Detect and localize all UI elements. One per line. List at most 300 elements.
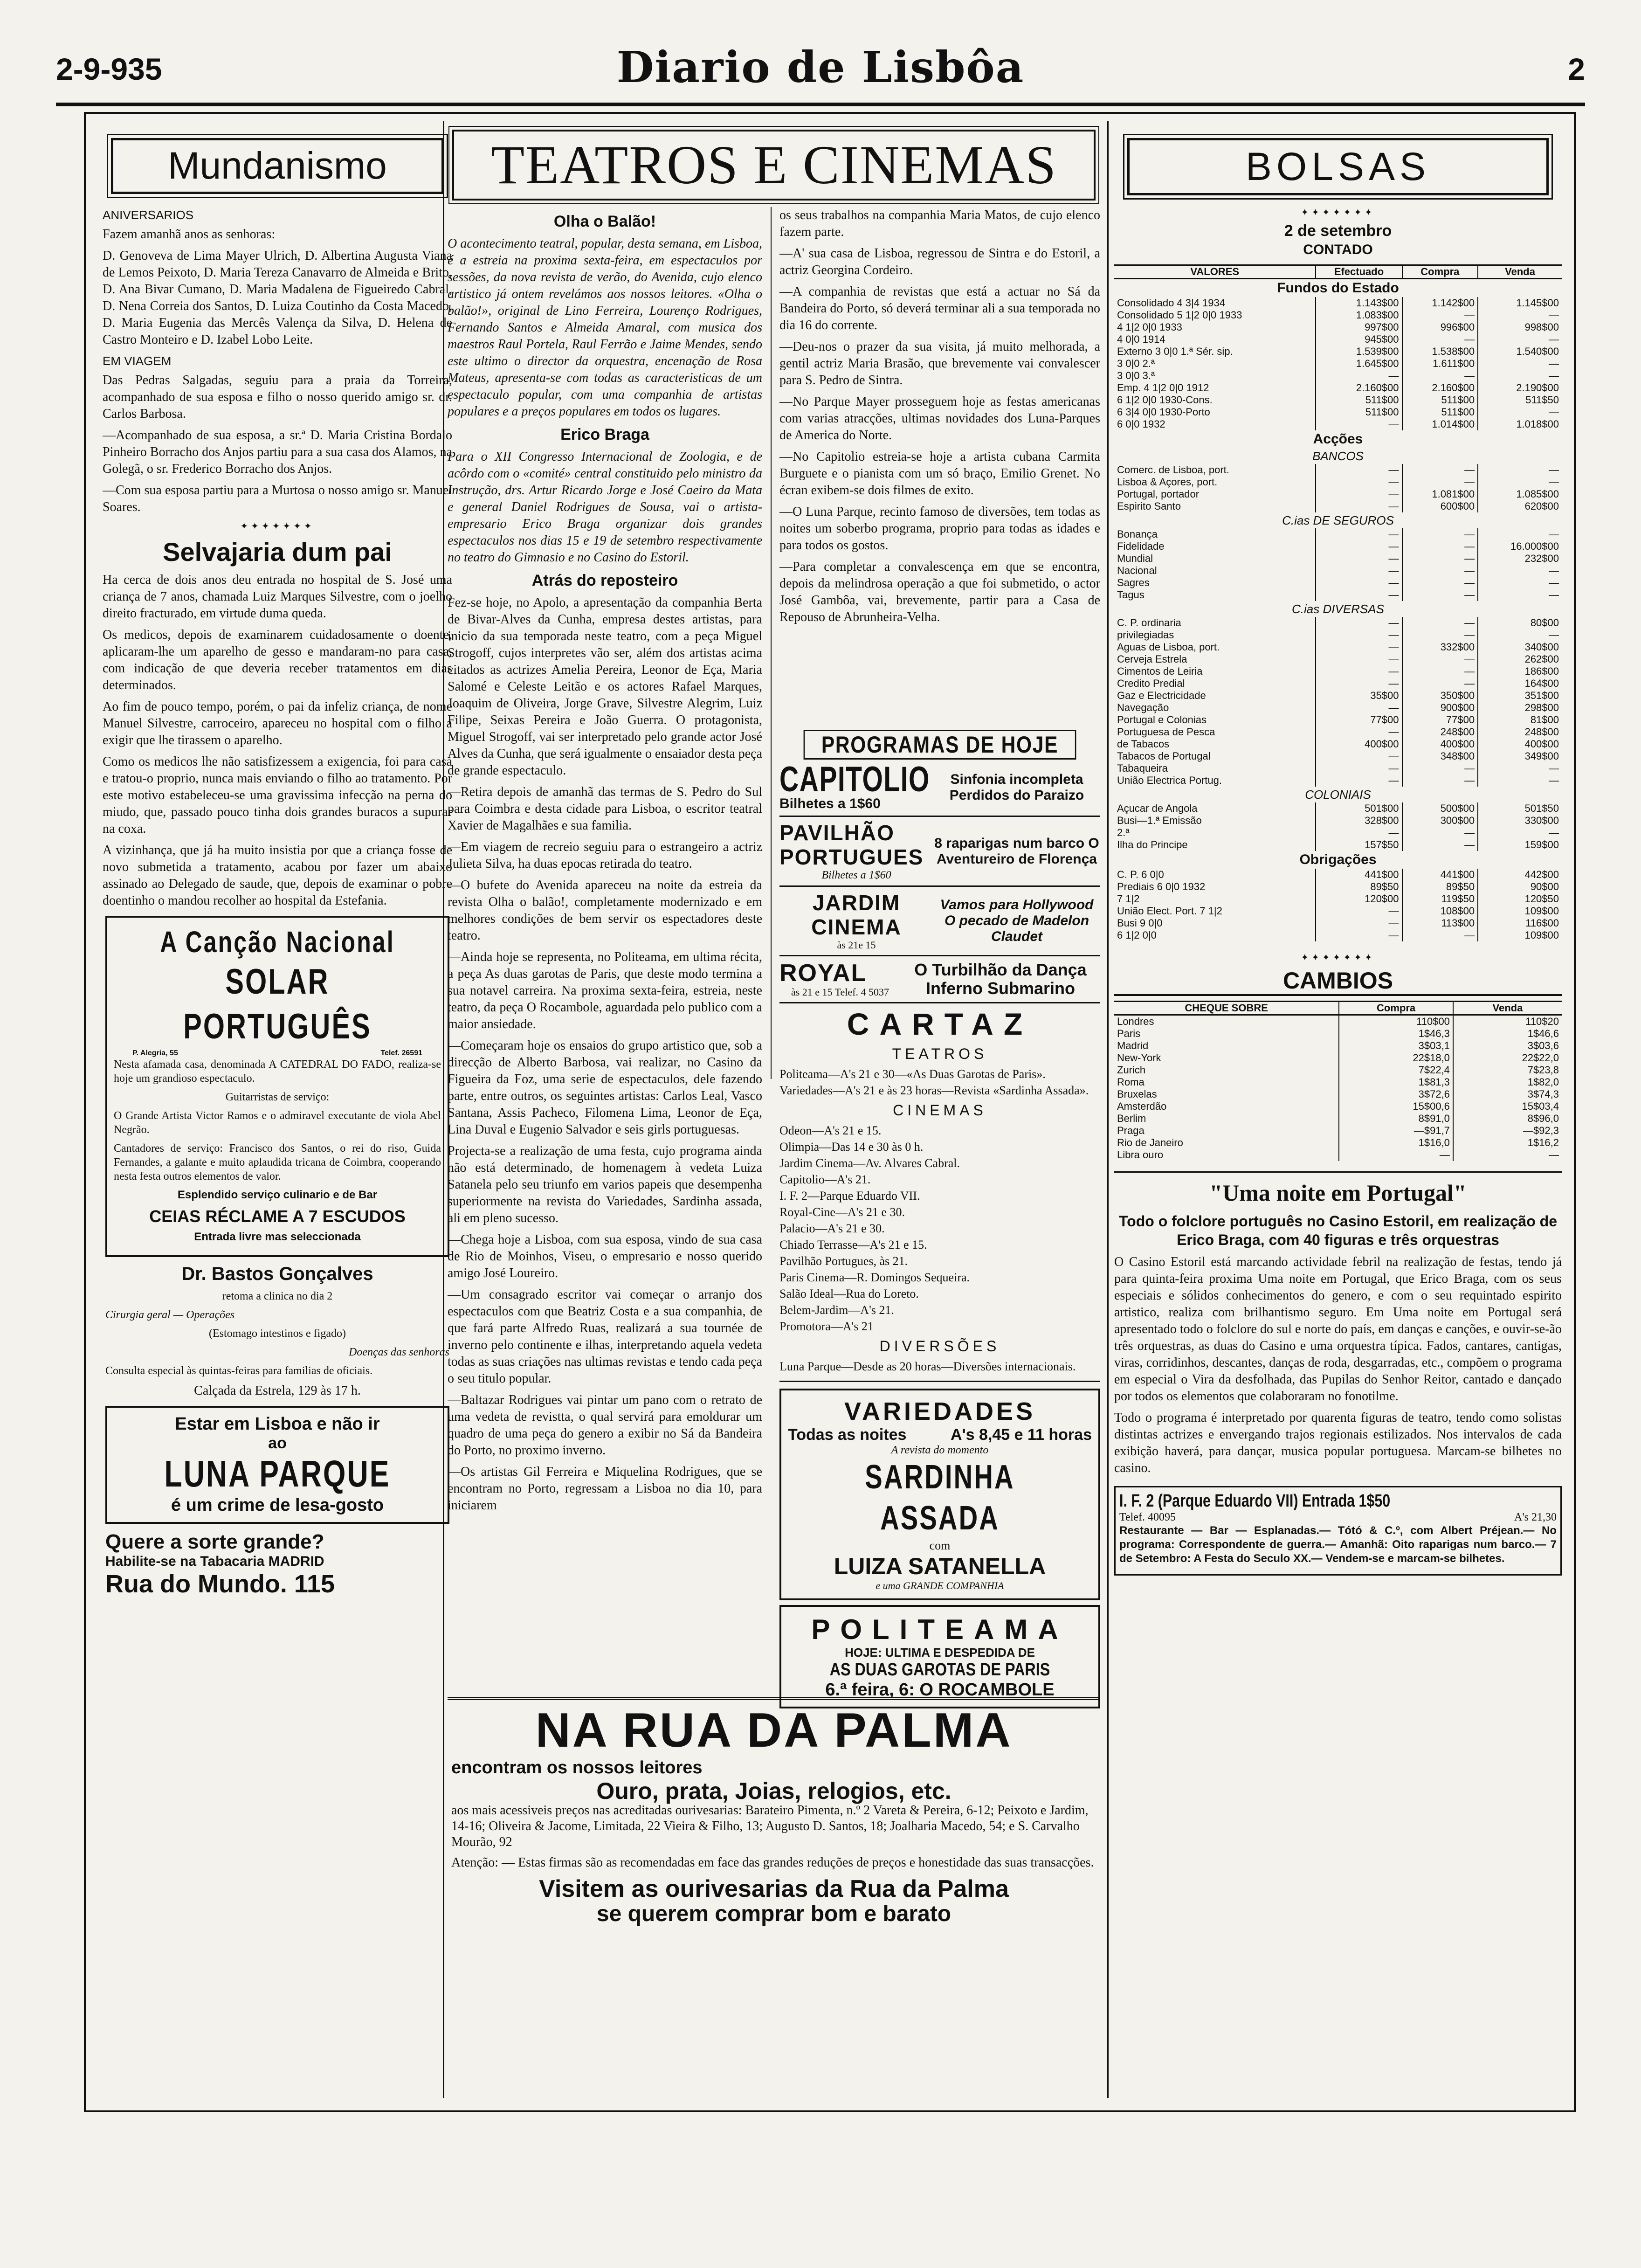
- table-row: [1114, 1015, 1562, 1028]
- cartaz-heading: CARTAZ: [847, 1007, 1033, 1041]
- table-cell: 4 0|0 1914: [1117, 333, 1165, 345]
- table-cell: —: [1316, 500, 1402, 512]
- table-cell: 400$00: [1316, 738, 1402, 750]
- table-cell: 340$00: [1478, 641, 1562, 653]
- table-row: [1114, 297, 1562, 309]
- if2-ad: [1114, 1486, 1562, 1576]
- list-item: Promotora—A's 21: [779, 1320, 874, 1333]
- ad-text: Cirurgia geral — Operações: [105, 1309, 235, 1321]
- table-cell: —: [1316, 476, 1402, 488]
- table-cell: —: [1402, 653, 1478, 665]
- list-item: Capitolio—A's 21.: [779, 1173, 871, 1186]
- bolsas-date: 2 de setembro: [1284, 222, 1392, 240]
- diversoes-label: DIVERSÕES: [879, 1338, 1000, 1355]
- table-cell: Madrid: [1117, 1040, 1149, 1051]
- table-cell: Portuguesa de Pesca: [1117, 726, 1215, 738]
- ad-text: Rua do Mundo. 115: [105, 1570, 335, 1598]
- list-item: Variedades—A's 21 e às 23 horas—Revista «Sardinha Assada».: [779, 1084, 1089, 1097]
- table-row: [1114, 893, 1562, 905]
- table-cell: 1.081$00: [1402, 488, 1478, 500]
- ad-text: retoma a clinica no dia 2: [222, 1290, 333, 1302]
- table-group-header: [1114, 448, 1562, 464]
- table-cell: Externo 3 0|0 1.ª Sér. sip.: [1117, 346, 1233, 357]
- table-row: [1114, 321, 1562, 333]
- table-row: [1114, 464, 1562, 476]
- table-cell: 113$00: [1402, 917, 1478, 929]
- table-row: [1114, 346, 1562, 358]
- table-cell: 110$00: [1339, 1015, 1453, 1028]
- ad-telephone: Telef. 26591: [380, 1049, 422, 1057]
- ad-star: LUIZA SATANELLA: [834, 1553, 1046, 1579]
- column-right: [1114, 126, 1562, 2098]
- table-cell: 110$20: [1453, 1015, 1562, 1028]
- ad-venue: SOLAR PORTUGUÊS: [183, 962, 372, 1046]
- ad-text: se querem comprar bom e barato: [596, 1902, 952, 1926]
- reposteiro-headline: Atrás do reposteiro: [531, 572, 678, 589]
- table-row: [1114, 528, 1562, 540]
- table-cell: privilegiadas: [1117, 629, 1174, 641]
- table-cell: 1.145$00: [1478, 297, 1562, 309]
- table-cell: 120$00: [1316, 893, 1402, 905]
- table-cell: 511$00: [1402, 394, 1478, 406]
- program-venue: ROYAL: [779, 960, 867, 987]
- table-row: [1114, 1028, 1562, 1040]
- article-paragraph: —No Parque Mayer prosseguem hoje as festas americanas com varias atracções, ultimas novidades dos Luna-Parques de America do Norte.: [779, 394, 1100, 443]
- table-cell: 1$81,3: [1339, 1076, 1453, 1088]
- table-row: [1114, 917, 1562, 929]
- table-cell: Bonança: [1117, 528, 1158, 540]
- issue-date: 2-9-935: [56, 52, 162, 86]
- table-cell: 262$00: [1478, 653, 1562, 665]
- cinemas-list: [779, 1123, 1100, 1334]
- table-cell: —: [1316, 762, 1402, 774]
- program-row: [779, 817, 1100, 887]
- table-cell: 108$00: [1402, 905, 1478, 917]
- table-cell: 109$00: [1478, 905, 1562, 917]
- table-cell: C. P. 6 0|0: [1117, 869, 1164, 880]
- table-cell: 328$00: [1316, 815, 1402, 827]
- article-paragraph: Todo o programa é interpretado por quarenta figuras de teatro, tendo como solistas distintas actrizes e envergando trajos regionais estilizados. Nos intervalos de cada exibição haverá, para dançar, musica popular portuguesa. Marcam-se bilhetes no casino.: [1114, 1411, 1562, 1475]
- table-cell: Consolidado 5 1|2 0|0 1933: [1117, 309, 1242, 321]
- table-cell: 298$00: [1478, 702, 1562, 714]
- table-row: [1114, 309, 1562, 321]
- article-paragraph: A vizinhança, que já ha muito insistia por que a criança fosse de novo submetida a tratamento, acabou por fazer um abaixo assinado ao Delegado de saude, que, depois de examinar o pobre doentinho o mandou recolher ao hospital da Estefania.: [103, 843, 452, 908]
- table-cell: —: [1478, 309, 1562, 321]
- table-cell: —: [1402, 476, 1478, 488]
- table-cell: Aguas de Lisboa, port.: [1117, 641, 1220, 653]
- table-row: [1114, 617, 1562, 629]
- table-cell: Lisboa & Açores, port.: [1117, 476, 1218, 488]
- table-cell: Açucar de Angola: [1117, 802, 1198, 814]
- ad-text: Todas as noites: [788, 1426, 907, 1444]
- table-cell: 1.142$00: [1402, 297, 1478, 309]
- table-cell: —: [1316, 726, 1402, 738]
- table-cell: 1.018$00: [1478, 418, 1562, 430]
- table-cell: —: [1402, 929, 1478, 941]
- table-cell: —: [1478, 406, 1562, 418]
- ad-venue: I. F. 2 (Parque Eduardo VII) Entrada 1$50: [1119, 1491, 1391, 1511]
- table-cell: Nacional: [1117, 565, 1157, 576]
- newspaper-title: Diario de Lisbôa: [616, 42, 1025, 92]
- table-cell: 501$50: [1478, 802, 1562, 815]
- cinemas-label: CINEMAS: [893, 1102, 987, 1119]
- table-row: [1114, 1125, 1562, 1137]
- ad-text: Atenção: — Estas firmas são as recomendadas em face das grandes reduções de preços e honestidade das suas transacções.: [451, 1855, 1094, 1870]
- table-header: Compra: [1339, 1002, 1453, 1015]
- table-cell: Comerc. de Lisboa, port.: [1117, 464, 1229, 476]
- table-cell: 2.ª: [1117, 827, 1130, 838]
- column-left: [103, 126, 452, 2098]
- table-cell: 620$00: [1478, 500, 1562, 512]
- table-cell: 16.000$00: [1478, 540, 1562, 553]
- table-cell: —: [1402, 528, 1478, 540]
- program-films: 8 raparigas num barco O Aventureiro de Florença: [934, 835, 1099, 867]
- program-row: [779, 760, 1100, 817]
- group-label: Fundos do Estado: [1277, 280, 1399, 296]
- separator-ornament: ✦✦✦✦✦✦✦: [1301, 207, 1375, 218]
- table-cell: 89$50: [1402, 881, 1478, 893]
- table-cell: —: [1402, 839, 1478, 851]
- group-label: BANCOS: [1312, 449, 1364, 463]
- ad-show: AS DUAS GAROTAS DE PARIS: [829, 1660, 1050, 1680]
- table-cell: 3$74,3: [1453, 1088, 1562, 1100]
- table-cell: —: [1402, 565, 1478, 577]
- table-row: [1114, 565, 1562, 577]
- aniversarios-intro: Fazem amanhã anos as senhoras:: [103, 227, 276, 242]
- ad-text: é um crime de lesa-gosto: [171, 1495, 384, 1515]
- article-paragraph: Como os medicos lhe não satisfizessem a exigencia, foi para casa e tratou-o proprio, nunca mais enviando o filho ao tratamento. Por este motivo estabeleceu-se uma gravissima infecção na perna do miudo, que, passado pouco tinha dois grandes buracos a supurar na coxa.: [103, 754, 452, 836]
- table-cell: —: [1478, 827, 1562, 839]
- table-cell: Fidelidade: [1117, 540, 1165, 552]
- table-cell: 6 3|4 0|0 1930-Porto: [1117, 406, 1210, 418]
- ad-text: O Grande Artista Victor Ramos e o admiravel executante de viola Abel Negrão.: [114, 1110, 441, 1136]
- table-row: [1114, 678, 1562, 690]
- table-cell: 600$00: [1402, 500, 1478, 512]
- table-cell: 22$22,0: [1453, 1052, 1562, 1064]
- article-paragraph: Os medicos, depois de examinarem cuidadosamente o doente, aplicaram-lhe um aparelho de gesso e mandaram-no para casa, com indicação de que deveria receber tratamentos em dias determinados.: [103, 628, 452, 692]
- table-cell: —: [1316, 917, 1402, 929]
- table-cell: Portugal e Colonias: [1117, 714, 1207, 726]
- table-cell: —: [1402, 309, 1478, 321]
- list-item: Olimpia—Das 14 e 30 às 0 h.: [779, 1140, 924, 1154]
- article-paragraph: —Baltazar Rodrigues vai pintar um pano com o retrato de uma vedeta de revistta, o qual servirá para emoldurar um quadro de uma peça do genero a exibir no Sá da Bandeira do Porto, no proximo inverno.: [448, 1393, 762, 1458]
- table-cell: 232$00: [1478, 553, 1562, 565]
- table-cell: Praga: [1117, 1125, 1145, 1136]
- ad-text: Doenças das senhoras: [349, 1346, 449, 1358]
- selvajaria-headline: Selvajaria dum pai: [163, 537, 392, 567]
- table-row: [1114, 881, 1562, 893]
- table-cell: 997$00: [1316, 321, 1402, 333]
- ad-time: A's 21,30: [1514, 1511, 1557, 1523]
- table-cell: —: [1453, 1149, 1562, 1161]
- table-cell: Busi—1.ª Emissão: [1117, 815, 1202, 826]
- table-row: [1114, 589, 1562, 601]
- table-cell: 1$46,6: [1453, 1028, 1562, 1040]
- ad-show: SARDINHA ASSADA: [865, 1459, 1015, 1537]
- table-row: [1114, 1064, 1562, 1076]
- tabacaria-ad: [105, 1530, 449, 1598]
- table-header: Efectuado: [1316, 265, 1402, 279]
- program-row: [779, 956, 1100, 1003]
- table-cell: —: [1402, 540, 1478, 553]
- table-cell: 400$00: [1478, 738, 1562, 750]
- table-cell: 157$50: [1316, 839, 1402, 851]
- table-row: [1114, 577, 1562, 589]
- ad-price: CEIAS RÉCLAME A 7 ESCUDOS: [149, 1207, 406, 1226]
- mundanismo-heading: Mundanismo: [111, 138, 444, 194]
- cambios-heading: CAMBIOS: [1114, 967, 1562, 996]
- table-cell: 330$00: [1478, 815, 1562, 827]
- politeama-ad: [779, 1605, 1100, 1708]
- rua-da-palma-ad: [448, 1697, 1100, 1926]
- ad-text: Habilite-se na Tabacaria MADRID: [105, 1554, 324, 1569]
- table-cell: —$91,7: [1339, 1125, 1453, 1137]
- table-cell: —: [1478, 528, 1562, 540]
- table-cell: C. P. ordinaria: [1117, 617, 1181, 629]
- teatros-heading: TEATROS E CINEMAS: [452, 130, 1096, 201]
- table-cell: —: [1478, 589, 1562, 601]
- table-cell: 3$72,6: [1339, 1088, 1453, 1100]
- table-row: [1114, 827, 1562, 839]
- viagem-paragraph: —Acompanhado de sua esposa, a sr.ª D. Maria Cristina Bordalo Pinheiro Borracho dos Anjos partiu para a sua casa dos Alamos, na Golegã, o sr. Frederico Borracho dos Anjos.: [103, 428, 452, 476]
- table-cell: —: [1316, 553, 1402, 565]
- table-cell: —: [1316, 665, 1402, 678]
- table-cell: 81$00: [1478, 714, 1562, 726]
- table-cell: 109$00: [1478, 929, 1562, 941]
- table-cell: 7$22,4: [1339, 1064, 1453, 1076]
- table-cell: 6 1|2 0|0 1930-Cons.: [1117, 394, 1213, 406]
- table-header: Compra: [1402, 265, 1478, 279]
- table-cell: —: [1402, 589, 1478, 601]
- table-cell: Roma: [1117, 1076, 1145, 1088]
- bolsas-contado: CONTADO: [1303, 242, 1373, 257]
- list-item: Palacio—A's 21 e 30.: [779, 1222, 885, 1235]
- table-cell: —: [1316, 464, 1402, 476]
- ad-venue: POLITEAMA: [811, 1614, 1069, 1645]
- teatros-list: [779, 1066, 1100, 1098]
- table-cell: Paris: [1117, 1028, 1141, 1039]
- table-row: [1114, 553, 1562, 565]
- table-cell: 248$00: [1478, 726, 1562, 738]
- table-cell: 22$18,0: [1339, 1052, 1453, 1064]
- table-cell: 1.539$00: [1316, 346, 1402, 358]
- group-label: Acções: [1313, 431, 1363, 447]
- table-row: [1114, 1137, 1562, 1149]
- table-cell: 15$00,6: [1339, 1100, 1453, 1113]
- table-cell: 1$16,0: [1339, 1137, 1453, 1149]
- program-venue: PAVILHÃO PORTUGUES: [779, 821, 924, 869]
- table-cell: —: [1316, 678, 1402, 690]
- table-cell: —: [1339, 1149, 1453, 1161]
- table-cell: —: [1402, 678, 1478, 690]
- list-item: Belem-Jardim—A's 21.: [779, 1303, 894, 1317]
- table-cell: 116$00: [1478, 917, 1562, 929]
- ad-text: HOJE: ULTIMA E DESPEDIDA DE: [845, 1646, 1035, 1660]
- table-cell: 120$50: [1478, 893, 1562, 905]
- group-label: C.ias DE SEGUROS: [1282, 513, 1394, 527]
- table-header: VALORES: [1114, 265, 1316, 279]
- table-cell: —: [1316, 540, 1402, 553]
- table-cell: de Tabacos: [1117, 738, 1170, 750]
- cancao-nacional-ad: [105, 916, 449, 1257]
- list-item: Luna Parque—Desde as 20 horas—Diversões internacionais.: [779, 1360, 1076, 1373]
- program-venue: JARDIM CINEMA: [811, 891, 902, 939]
- table-row: [1114, 358, 1562, 370]
- table-cell: —: [1478, 370, 1562, 382]
- table-group-header: [1114, 279, 1562, 297]
- table-cell: —: [1478, 464, 1562, 476]
- table-cell: 1.143$00: [1316, 297, 1402, 309]
- article-paragraph: —A' sua casa de Lisboa, regressou de Sintra e do Estoril, a actriz Georgina Cordeiro.: [779, 246, 1100, 277]
- article-paragraph: —Ainda hoje se representa, no Politeama, em ultima récita, a peça As duas garotas de Paris, que deste modo termina a sua notavel carreira. Na proxima sexta-feira, estreia, neste teatro, da peça O Rocambole, aguardada pelo publico com a maior ansiedade.: [448, 950, 762, 1031]
- bastos-ad: [105, 1264, 449, 1399]
- table-cell: 8$91,0: [1339, 1113, 1453, 1125]
- table-cell: —: [1402, 827, 1478, 839]
- table-cell: Amsterdão: [1117, 1100, 1167, 1112]
- table-cell: 1$16,2: [1453, 1137, 1562, 1149]
- table-cell: —: [1478, 774, 1562, 787]
- diversoes-list: [779, 1359, 1100, 1374]
- program-films: Sinfonia incompleta Perdidos do Paraizo: [949, 772, 1084, 803]
- table-cell: 511$50: [1478, 394, 1562, 406]
- teatros-label: TEATROS: [892, 1045, 988, 1062]
- table-row: [1114, 653, 1562, 665]
- table-cell: 3$03,1: [1339, 1040, 1453, 1052]
- ad-text: Restaurante — Bar — Esplanadas.— Tótó & C.º, com Albert Préjean.— No programa: Correspondente de guerra.— Amanhã: Oito raparigas num barco.— 7 de Setembro: A Festa do Seculo XX.— Vendem-se e marcam-se bilhetes.: [1119, 1524, 1557, 1565]
- table-cell: —: [1402, 370, 1478, 382]
- viagem-paragraph: Das Pedras Salgadas, seguiu para a praia da Torreira, acompanhado de sua esposa e filho o nosso querido amigo sr. dr. Carlos Barbosa.: [103, 373, 452, 421]
- article-paragraph: —Chega hoje a Lisboa, com sua esposa, vindo de sua casa de Rio de Moinhos, Viseu, o empresario e nosso querido amigo José Loureiro.: [448, 1232, 762, 1280]
- table-cell: Zurich: [1117, 1064, 1146, 1076]
- article-paragraph: —O Luna Parque, recinto famoso de diversões, tem todas as noites um soberbo programa, proprio para todas as idades e para todos os gostos.: [779, 505, 1100, 553]
- table-cell: 1.083$00: [1316, 309, 1402, 321]
- teatros-left-column: [448, 207, 762, 1519]
- table-cell: União Elect. Port. 7 1|2: [1117, 905, 1222, 917]
- table-cell: —: [1478, 577, 1562, 589]
- article-paragraph: O acontecimento teatral, popular, desta semana, em Lisboa, é a estreia na proxima sexta-feira, em espectaculos por sessões, da nova revista de verão, do Avenida, cujo elenco artistico já ontem revelámos aos nossos leitores. «Olha o balão!», original de Lino Ferreira, Lourenço Rodrigues, Fernando Santos e Almeida Amaral, com musica dos maestros Raul Portela, Raul Ferrão e Jaime Mendes, sendo este ultimo o director da orquestra, encenação de Rosa Mateus, apresenta-se com todas as caracteristicas de um espectaculo popular, com uma companhia de artistas populares e a preços populares em todos os lugares.: [448, 236, 762, 419]
- table-cell: Prediais 6 0|0 1932: [1117, 881, 1206, 892]
- table-row: [1114, 839, 1562, 851]
- table-cell: Bruxelas: [1117, 1088, 1157, 1100]
- table-row: [1114, 702, 1562, 714]
- table-cell: 1.538$00: [1402, 346, 1478, 358]
- article-paragraph: —A companhia de revistas que está a actuar no Sá da Bandeira do Porto, só deverá terminar ali a sua temporada no dia 16 do corrente.: [779, 284, 1100, 332]
- table-cell: 3$03,6: [1453, 1040, 1562, 1052]
- variedades-ad: [779, 1389, 1100, 1600]
- table-cell: Mundial: [1117, 553, 1153, 564]
- program-time: às 21e 15: [837, 939, 876, 951]
- table-cell: Credito Predial: [1117, 678, 1185, 689]
- table-cell: Ilha do Principe: [1117, 839, 1188, 850]
- table-cell: 511$00: [1316, 394, 1402, 406]
- table-row: [1114, 382, 1562, 394]
- table-header: Venda: [1478, 265, 1562, 279]
- table-row: [1114, 665, 1562, 678]
- table-cell: —: [1316, 589, 1402, 601]
- table-cell: Tabaqueira: [1117, 762, 1168, 774]
- table-cell: 15$03,4: [1453, 1100, 1562, 1113]
- ad-telephone: Telef. 40095: [1119, 1511, 1176, 1523]
- table-cell: 351$00: [1478, 690, 1562, 702]
- table-cell: —: [1316, 929, 1402, 941]
- table-cell: Berlim: [1117, 1113, 1146, 1124]
- table-cell: —: [1316, 653, 1402, 665]
- table-cell: —: [1316, 370, 1402, 382]
- table-cell: —: [1402, 617, 1478, 629]
- programas-block: [779, 730, 1100, 1713]
- table-cell: —: [1316, 750, 1402, 762]
- table-row: [1114, 869, 1562, 881]
- table-cell: Navegação: [1117, 702, 1169, 713]
- program-films: O Turbilhão da Dança Inferno Submarino: [914, 960, 1087, 998]
- article-paragraph: Ao fim de pouco tempo, porém, o pai da infeliz criança, de nome Manuel Silvestre, carroceiro, apareceu no hospital com o filho a exigir que lhe tirassem o aparelho.: [103, 699, 452, 747]
- ad-text: Consulta especial às quintas-feiras para familias de oficiais.: [105, 1365, 373, 1377]
- list-item: Pavilhão Portugues, às 21.: [779, 1254, 908, 1268]
- ad-text: Estar em Lisboa e não ir: [175, 1414, 380, 1434]
- table-cell: —: [1316, 774, 1402, 787]
- table-row: [1114, 1149, 1562, 1161]
- table-cell: Portugal, portador: [1117, 488, 1200, 500]
- list-item: I. F. 2—Parque Eduardo VII.: [779, 1189, 920, 1203]
- table-header: Venda: [1453, 1002, 1562, 1015]
- table-cell: Sagres: [1117, 577, 1150, 588]
- noite-subheadline: Todo o folclore português no Casino Estoril, em realização de Erico Braga, com 40 figuras e três orquestras: [1119, 1213, 1557, 1248]
- table-cell: —: [1316, 617, 1402, 629]
- table-row: [1114, 394, 1562, 406]
- ad-text: Nesta afamada casa, denominada A CATEDRAL DO FADO, realiza-se hoje um grandioso espectaculo.: [114, 1058, 441, 1085]
- table-cell: —: [1316, 577, 1402, 589]
- table-cell: 2.190$00: [1478, 382, 1562, 394]
- table-cell: 2.160$00: [1316, 382, 1402, 394]
- cambios-table: [1114, 1001, 1562, 1161]
- table-cell: —: [1316, 702, 1402, 714]
- table-cell: Espirito Santo: [1117, 500, 1181, 512]
- table-cell: 8$96,0: [1453, 1113, 1562, 1125]
- table-row: [1114, 500, 1562, 512]
- table-cell: 332$00: [1402, 641, 1478, 653]
- table-row: [1114, 406, 1562, 418]
- table-group-header: [1114, 430, 1562, 448]
- table-cell: 248$00: [1402, 726, 1478, 738]
- masthead: [56, 42, 1585, 98]
- ad-text: (Estomago intestinos e figado): [209, 1328, 346, 1340]
- ad-venue: LUNA PARQUE: [164, 1453, 391, 1494]
- article-paragraph: Fez-se hoje, no Apolo, a apresentação da companhia Berta de Bivar-Alves da Cunha, empresa destes artistas, para inicio da sua temporada neste teatro, com a peça Miguel Strogoff, cujos interpretes vão ser, além dos artistas acima citados as actrizes Amelia Pereira, Leonor de Eça, Maria Salomé e Celeste Leitão e os actores Rafael Marques, Joaquim de Oliveira, Jorge Grave, Silvestre Alegrim, Luiz Filipe, Seixas Pereira e João Guerra. O protagonista, Miguel Strogoff, vai ser interpretado pelo grande actor José Alves da Cunha, que será igualmente o ensaiador desta peça de grande espectaculo.: [448, 595, 762, 778]
- article-paragraph: —Um consagrado escritor vai começar o arranjo dos espectaculos com que Beatriz Costa e a sua companhia, de que fará parte Alfredo Ruas, realizará a sua tournée de inverno pelo continente e ilhas, interpretando aquela vedeta todas as suas criações nas ultimas revistas e tendo cada peça o seu titulo popular.: [448, 1287, 762, 1386]
- ad-text: A revista do momento: [891, 1444, 989, 1456]
- table-cell: 441$00: [1316, 869, 1402, 881]
- ad-text: Esplendido serviço culinario e de Bar: [177, 1189, 378, 1201]
- table-cell: 3 0|0 2.ª: [1117, 358, 1155, 369]
- table-cell: 2.160$00: [1402, 382, 1478, 394]
- table-cell: —: [1478, 629, 1562, 641]
- table-cell: 1$46,3: [1339, 1028, 1453, 1040]
- table-cell: 80$00: [1478, 617, 1562, 629]
- column-middle: [448, 126, 1100, 2098]
- table-row: [1114, 1088, 1562, 1100]
- table-cell: 7 1|2: [1117, 893, 1140, 905]
- table-cell: 945$00: [1316, 333, 1402, 346]
- program-time: às 21 e 15 Telef. 4 5037: [791, 986, 889, 998]
- list-item: Odeon—A's 21 e 15.: [779, 1124, 882, 1137]
- table-row: [1114, 1076, 1562, 1088]
- list-item: Royal-Cine—A's 21 e 30.: [779, 1205, 905, 1219]
- table-row: [1114, 641, 1562, 653]
- table-cell: 300$00: [1402, 815, 1478, 827]
- table-cell: Cimentos de Leiria: [1117, 665, 1203, 677]
- table-group-header: [1114, 512, 1562, 528]
- ad-text: Cantadores de serviço: Francisco dos Santos, o rei do riso, Guida Fernandes, a galante e muito aplaudida tricana de Coimbra, cooperando nesta festa outros elementos de valor.: [114, 1142, 441, 1182]
